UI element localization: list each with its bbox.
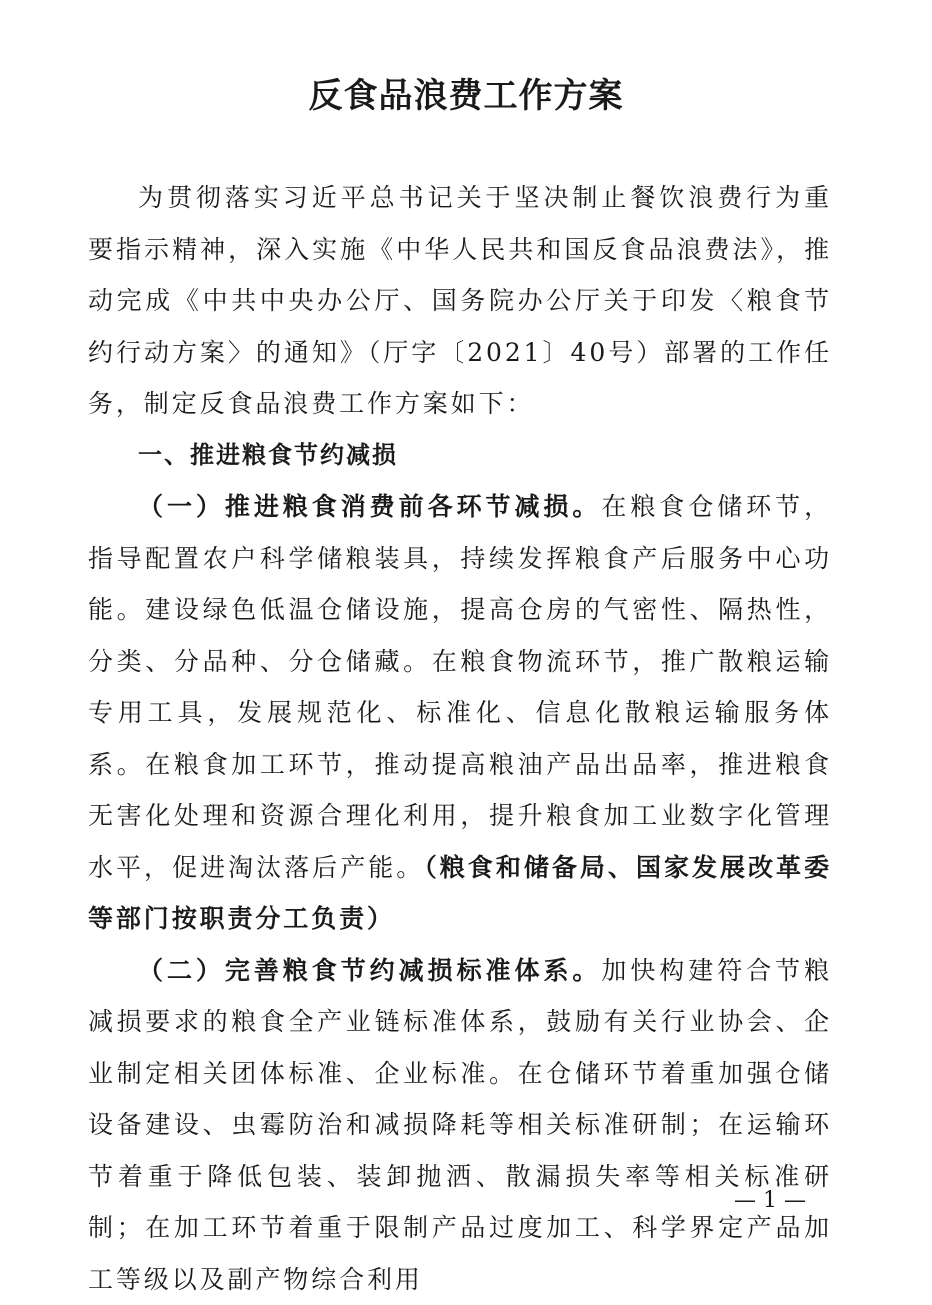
page-number bbox=[0, 1186, 920, 1216]
item-1-note: （粮食和储备局、国家发展改革委等部门按职责分工负责） bbox=[88, 853, 832, 934]
section-heading: 一、推进粮食节约减损 bbox=[88, 430, 832, 482]
item-1-body: 在粮食仓储环节，指导配置农户科学储粮装具，持续发挥粮食产后服务中心功能。建设绿色低温仓储设施，提高仓房的气密性、隔热性，分类、分品种、分仓储藏。在粮食物流环节，推广散粮运输专用工具，发展规范化、标准化、信息化散粮运输服务体系。在粮食加工环节，推动提高粮油产品出品率，推进粮食无害化处理和资源合理化利用，提升粮食加工业数字化管理水平，促进淘汰落后产能。 bbox=[88, 492, 832, 882]
item-paragraph-1 bbox=[88, 481, 832, 945]
item-2-lead: （二）完善粮食节约减损标准体系。 bbox=[138, 956, 601, 985]
document-title: 反食品浪费工作方案 bbox=[0, 72, 932, 120]
page-number-text: — 1 — bbox=[734, 1186, 806, 1216]
item-2-body: 加快构建符合节粮减损要求的粮食全产业链标准体系，鼓励有关行业协会、企业制定相关团体标准、企业标准。在仓储环节着重加强仓储设备建设、虫霉防治和减损降耗等相关标准研制；在运输环节着重于降低包装、装卸抛洒、散漏损失率等相关标准研制；在加工环节着重于限制产品过度加工、科学界定产品加工等级以及副产物综合利用 bbox=[88, 956, 832, 1294]
document-body bbox=[88, 172, 832, 1305]
item-1-lead: （一）推进粮食消费前各环节减损。 bbox=[138, 492, 601, 521]
item-paragraph-2 bbox=[88, 945, 832, 1305]
intro-paragraph: 为贯彻落实习近平总书记关于坚决制止餐饮浪费行为重要指示精神，深入实施《中华人民共和国反食品浪费法》，推动完成《中共中央办公厅、国务院办公厅关于印发〈粮食节约行动方案〉的通知》（厅字〔2021〕40号）部署的工作任务，制定反食品浪费工作方案如下： bbox=[88, 172, 832, 430]
